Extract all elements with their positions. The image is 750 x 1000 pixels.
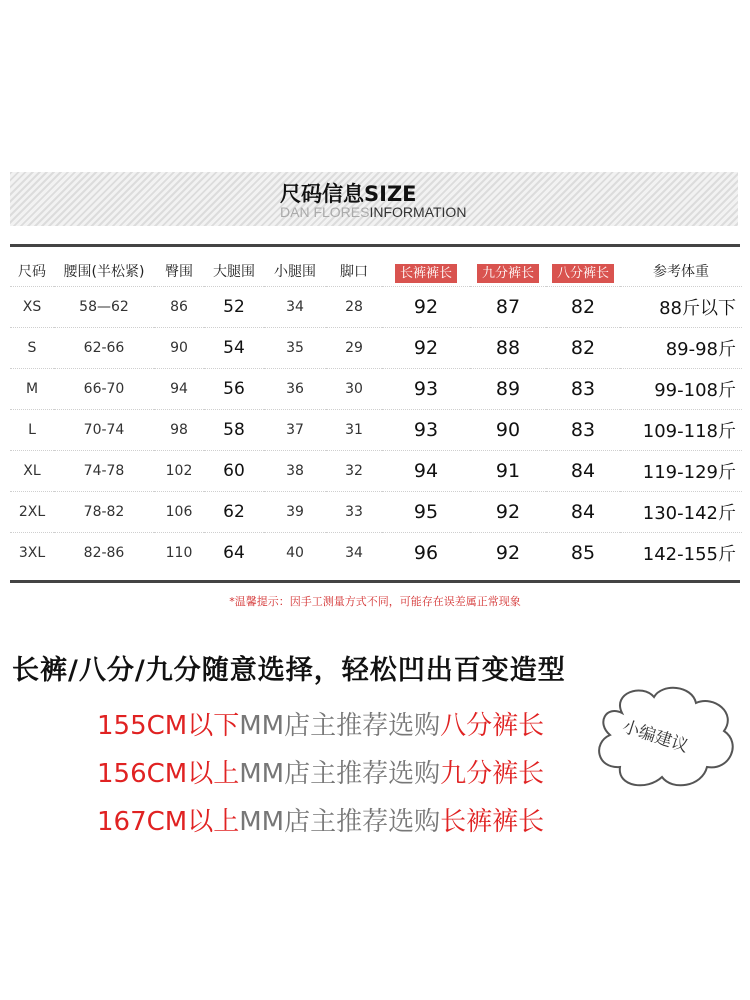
cell-full-length: 93 <box>382 369 470 410</box>
cell-thigh: 60 <box>204 451 264 492</box>
measurement-note: *温馨提示：因手工测量方式不同，可能存在误差属正常现象 <box>229 595 521 608</box>
rec-type: 九分裤长 <box>440 759 545 789</box>
rec-middle: MM店主推荐选购 <box>239 807 441 837</box>
cell-weight: 142-155斤 <box>620 533 742 574</box>
cell-hip: 98 <box>154 410 204 451</box>
cell-calf: 40 <box>264 533 326 574</box>
cell-ninth-length: 89 <box>470 369 546 410</box>
cell-eighth-length: 83 <box>546 369 620 410</box>
cell-hip: 90 <box>154 328 204 369</box>
cell-thigh: 62 <box>204 492 264 533</box>
subtitle-info: INFORMATION <box>369 204 467 220</box>
cell-calf: 34 <box>264 287 326 328</box>
recommendation-line <box>97 801 544 838</box>
cell-hem: 34 <box>326 533 382 574</box>
cell-weight: 99-108斤 <box>620 369 742 410</box>
cell-waist: 74-78 <box>54 451 154 492</box>
cell-calf: 36 <box>264 369 326 410</box>
cell-calf: 39 <box>264 492 326 533</box>
cell-size: S <box>10 328 54 369</box>
rec-middle: MM店主推荐选购 <box>239 711 441 741</box>
cell-eighth-length: 82 <box>546 328 620 369</box>
cell-calf: 37 <box>264 410 326 451</box>
cell-hem: 31 <box>326 410 382 451</box>
cell-size: 2XL <box>10 492 54 533</box>
cell-weight: 130-142斤 <box>620 492 742 533</box>
cell-hem: 33 <box>326 492 382 533</box>
cell-calf: 35 <box>264 328 326 369</box>
cell-hip: 110 <box>154 533 204 574</box>
table-row <box>10 369 742 410</box>
cell-ninth-length: 92 <box>470 533 546 574</box>
page-title: 尺码信息SIZE <box>280 182 417 206</box>
table-row <box>10 328 742 369</box>
cell-ninth-length: 91 <box>470 451 546 492</box>
header-eighth-length: 八分裤长 <box>546 256 620 287</box>
cell-waist: 70-74 <box>54 410 154 451</box>
table-row <box>10 533 742 574</box>
cell-calf: 38 <box>264 451 326 492</box>
cell-thigh: 54 <box>204 328 264 369</box>
cell-full-length: 95 <box>382 492 470 533</box>
cell-ninth-length: 87 <box>470 287 546 328</box>
cell-full-length: 96 <box>382 533 470 574</box>
cloud-label: 小编建议 <box>619 716 691 757</box>
cell-eighth-length: 85 <box>546 533 620 574</box>
header-waist: 腰围(半松紧) <box>63 264 145 280</box>
table-row <box>10 287 742 328</box>
cell-size: 3XL <box>10 533 54 574</box>
recommendation-line <box>97 753 544 790</box>
recommendation-line <box>97 705 544 742</box>
table-row <box>10 492 742 533</box>
cell-size: XS <box>10 287 54 328</box>
cell-waist: 82-86 <box>54 533 154 574</box>
cell-thigh: 64 <box>204 533 264 574</box>
cell-hem: 28 <box>326 287 382 328</box>
cell-size: L <box>10 410 54 451</box>
cell-waist: 66-70 <box>54 369 154 410</box>
rec-type: 长裤裤长 <box>440 807 545 837</box>
cell-waist: 58—62 <box>54 287 154 328</box>
page-subtitle <box>280 204 466 220</box>
cell-eighth-length: 83 <box>546 410 620 451</box>
cell-eighth-length: 82 <box>546 287 620 328</box>
cell-waist: 78-82 <box>54 492 154 533</box>
cell-ninth-length: 90 <box>470 410 546 451</box>
cell-hip: 102 <box>154 451 204 492</box>
rec-middle: MM店主推荐选购 <box>239 759 441 789</box>
header-hip: 臀围 <box>165 264 193 280</box>
header-ninth-length: 九分裤长 <box>470 256 546 287</box>
rec-height: 156CM以上 <box>97 759 240 789</box>
cell-eighth-length: 84 <box>546 492 620 533</box>
rec-height: 155CM以下 <box>97 711 240 741</box>
cell-thigh: 56 <box>204 369 264 410</box>
rec-height: 167CM以上 <box>97 807 240 837</box>
cell-size: M <box>10 369 54 410</box>
cell-weight: 89-98斤 <box>620 328 742 369</box>
cell-waist: 62-66 <box>54 328 154 369</box>
rec-type: 八分裤长 <box>440 711 545 741</box>
table-top-rule <box>10 244 740 247</box>
cell-thigh: 52 <box>204 287 264 328</box>
cell-hem: 29 <box>326 328 382 369</box>
size-table <box>10 256 742 573</box>
cell-eighth-length: 84 <box>546 451 620 492</box>
header-hem: 脚口 <box>340 264 368 280</box>
cell-hem: 32 <box>326 451 382 492</box>
cell-weight: 109-118斤 <box>620 410 742 451</box>
cell-ninth-length: 92 <box>470 492 546 533</box>
header-thigh: 大腿围 <box>213 264 255 280</box>
header-size: 尺码 <box>18 264 46 280</box>
cell-full-length: 93 <box>382 410 470 451</box>
table-bottom-rule <box>10 580 740 583</box>
cell-hem: 30 <box>326 369 382 410</box>
cell-hip: 106 <box>154 492 204 533</box>
cell-full-length: 94 <box>382 451 470 492</box>
cell-weight: 88斤以下 <box>620 287 742 328</box>
table-row <box>10 451 742 492</box>
slogan: 长裤/八分/九分随意选择，轻松凹出百变造型 <box>12 655 566 686</box>
cell-ninth-length: 88 <box>470 328 546 369</box>
header-full-length: 长裤裤长 <box>382 256 470 287</box>
cell-size: XL <box>10 451 54 492</box>
cell-hip: 86 <box>154 287 204 328</box>
cell-full-length: 92 <box>382 328 470 369</box>
cell-hip: 94 <box>154 369 204 410</box>
header-calf: 小腿围 <box>274 264 316 280</box>
table-row <box>10 410 742 451</box>
cell-full-length: 92 <box>382 287 470 328</box>
header-weight: 参考体重 <box>653 264 709 280</box>
cell-weight: 119-129斤 <box>620 451 742 492</box>
table-header-row <box>10 256 742 287</box>
cell-thigh: 58 <box>204 410 264 451</box>
subtitle-brand: DAN FLORES <box>280 204 370 220</box>
